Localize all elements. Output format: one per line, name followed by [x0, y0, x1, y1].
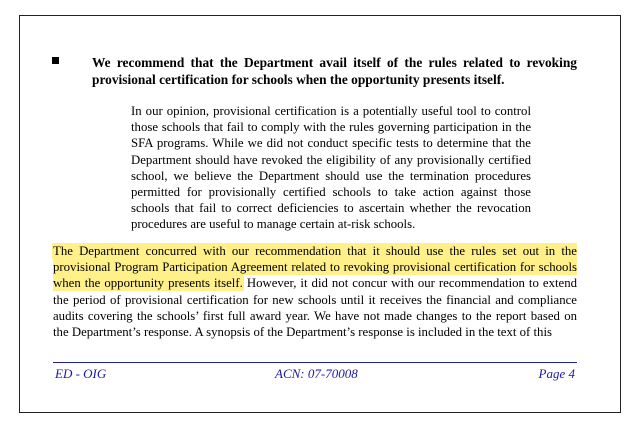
response-continuation: However, it did not concur with our recommendation to extend the period of provisional certification for new schools until it receives the financial and compliance audits covering the schools’ first full award year. We have not made changes to the report based on the Department’s response. A synopsis of the Department’s response is included in the text of this [53, 276, 577, 340]
recommendation-text: We recommend that the Department avail itself of the rules related to revoking provisional certification for schools when the opportunity presents itself. [92, 55, 577, 87]
square-bullet-icon [52, 57, 59, 64]
highlighted-text: The Department concurred with our recommendation that it should use the rules set out in the provisional Program Participation Agreement related to revoking provisional certification for schools when the opportunity presents itself. [53, 244, 577, 291]
department-response-paragraph [53, 243, 577, 340]
footer-rule [53, 362, 577, 363]
opinion-paragraph: In our opinion, provisional certification is a potentially useful tool to control those schools that fail to comply with the rules governing participation in the SFA programs. While we did not conduct specific tests to determine that the Department should have revoked the eligibility of any provisionally certified school, we believe the Department should use the termination procedures permitted for provisionally certified schools to take action against those schools that fail to correct deficiencies to ascertain whether the revocation procedures are useful to manage certain at-risk schools. [131, 104, 531, 232]
footer-page-number: Page 4 [538, 366, 575, 381]
footer-org: ED - OIG [55, 366, 107, 381]
footer-acn: ACN: 07-70008 [275, 366, 358, 381]
